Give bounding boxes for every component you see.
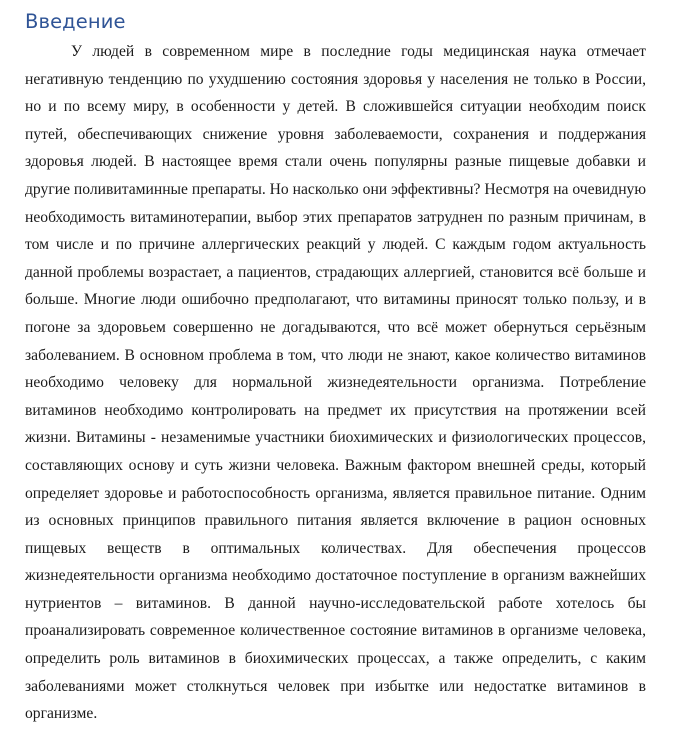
section-heading: Введение (25, 10, 126, 33)
body-paragraph: У людей в современном мире в последние годы медицинская наука отмечает негативную тенденцию по ухудшению состояния здоровья у населения не только в России, но и по всему миру, в особенности у детей. В сложившейся ситуации необходим поиск путей, обеспечивающих снижение уровня заболеваемости, сохранения и поддержания здоровья людей. В настоящее время стали очень популярны разные пищевые добавки и другие поливитаминные препараты. Но насколько они эффективны? Несмотря на очевидную необходимость витаминотерапии, выбор этих препаратов затруднен по разным причинам, в том числе и по причине аллергических реакций у людей. С каждым годом актуальность данной проблемы возрастает, а пациентов, страдающих аллергией, становится всё больше и больше. Многие люди ошибочно предполагают, что витамины приносят только пользу, и в погоне за здоровьем совершенно не догадываются, что всё может обернуться серьёзным заболеванием. В основном проблема в том, что люди не знают, какое количество витаминов необходимо человеку для нормальной жизнедеятельности организма. Потребление витаминов необходимо контролировать на предмет их присутствия на протяжении всей жизни. Витамины - незаменимые участники биохимических и физиологических процессов, составляющих основу и суть жизни человека. Важным фактором внешней среды, который определяет здоровье и работоспособность организма, является правильное питание. Одним из основных принципов правильного питания является включение в рацион основных пищевых веществ в оптимальных количествах. Для обеспечения процессов жизнедеятельности организма необходимо достаточное поступление в организм важнейших нутриентов – витаминов. В данной научно-исследовательской работе хотелось бы проанализировать современное количественное состояние витаминов в организме человека, определить роль витаминов в биохимических процессах, а также определить, с каким заболеваниями может столкнуться человек при избытке или недостатке витаминов в организме. (25, 43, 646, 723)
